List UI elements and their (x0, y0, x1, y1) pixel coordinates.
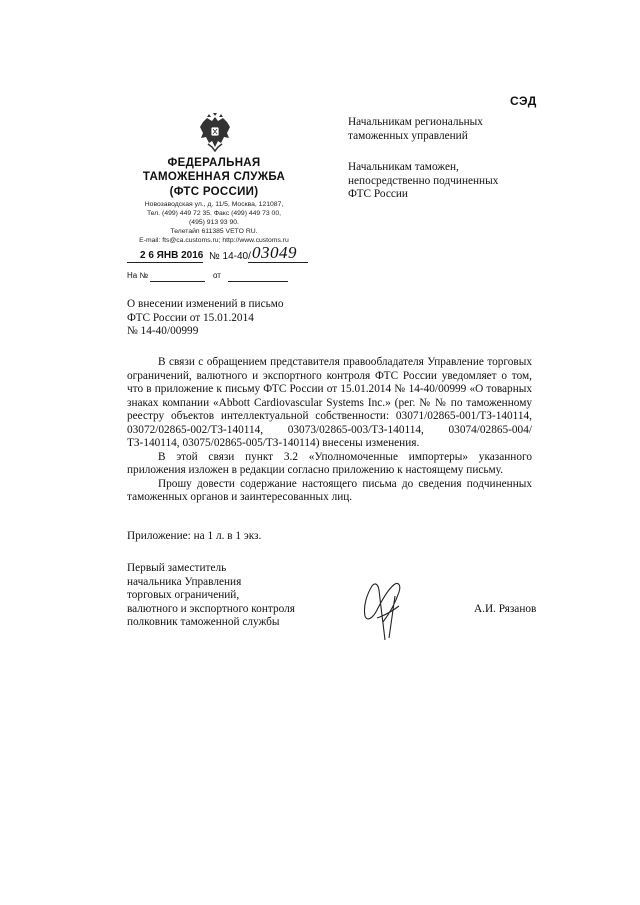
addressee-line: таможенных управлений (348, 129, 468, 142)
addressee-block-1 (348, 116, 483, 143)
letter-body (127, 356, 532, 505)
org-name-line3: (ФТС РОССИИ) (169, 186, 259, 198)
subject-line: О внесении изменений в письмо (127, 298, 284, 310)
reference-date-line (228, 281, 288, 282)
outgoing-number-prefix: № 14-40/ (209, 251, 251, 262)
signatory-title-line: Первый заместитель (127, 562, 227, 574)
addressee-line: непосредственно подчиненных (348, 174, 499, 187)
subject-line: ФТС России от 15.01.2014 (127, 311, 254, 324)
address-line: Телетайп 611385 VETO RU. (170, 228, 258, 235)
addressee-line: ФТС России (348, 188, 408, 200)
body-paragraph-2: В этой связи пункт 3.2 «Уполномоченные импортеры» указанного приложения изложен в редакции согласно приложению к настоящему письму. (127, 450, 532, 476)
signatory-title (127, 562, 295, 630)
date-stamp: 2 6 ЯНВ 2016 (140, 250, 204, 261)
body-paragraph-1: В связи с обращением представителя правообладателя Управление торговых ограничений, валютного и экспортного контроля ФТС России уведомляет о том, что в приложение к письму ФТС России от 15.01.2014 № 14-40/00999 «О товарных знаках компании «Abbott Cardiovascular Systems Inc.» (рег. № № по таможенному реестру объектов интеллектуальной собственности: 03071/02865-001/ТЗ-140114, 03072/02865-002/ТЗ-140114, 03073/02865-003/ТЗ-140114, 03074/02865-004/ТЗ-140114, 03075/02865-005/ТЗ-140114) внесены изменения. (127, 356, 532, 449)
handwritten-signature (355, 578, 415, 643)
subject-block (127, 298, 284, 339)
address-line: Тел. (499) 449 72 35. Факс (499) 449 73 00, (146, 210, 281, 217)
number-underline (248, 262, 308, 263)
reference-number-line (150, 281, 205, 282)
state-emblem-icon (197, 113, 233, 153)
org-name-line1: ФЕДЕРАЛЬНАЯ (167, 157, 261, 169)
addressee-line: Начальникам региональных (348, 116, 483, 128)
address-line: Новозаводская ул., д. 11/5, Москва, 121087, (144, 201, 284, 208)
signatory-title-line: начальника Управления (127, 575, 242, 588)
signatory-title-line: валютного и экспортного контроля (127, 602, 295, 615)
addressee-line: Начальникам таможен, (348, 161, 459, 173)
sed-marker: СЭД (510, 94, 537, 108)
address-line: (495) 913 93 90. (189, 219, 239, 226)
body-paragraph-3: Прошу довести содержание настоящего письма до сведения подчиненных таможенных органов и заинтересованных лиц. (127, 477, 532, 503)
signatory-title-line: полковник таможенной службы (127, 616, 280, 628)
addressee-block-2 (348, 161, 498, 202)
reference-number-label: На № (127, 271, 149, 280)
org-name-line2: ТАМОЖЕННАЯ СЛУЖБА (142, 171, 286, 183)
signatory-name: А.И. Рязанов (474, 603, 537, 615)
signatory-title-line: торговых ограничений, (127, 589, 240, 601)
address-line: E-mail: fts@ca.customs.ru; http://www.customs.ru (139, 237, 289, 244)
attachment-note: Приложение: на 1 л. в 1 экз. (127, 530, 262, 542)
reference-date-label: от (213, 271, 221, 280)
outgoing-number-handwritten: 03049 (252, 243, 297, 262)
date-underline (127, 262, 203, 263)
subject-line: № 14-40/00999 (127, 325, 199, 337)
